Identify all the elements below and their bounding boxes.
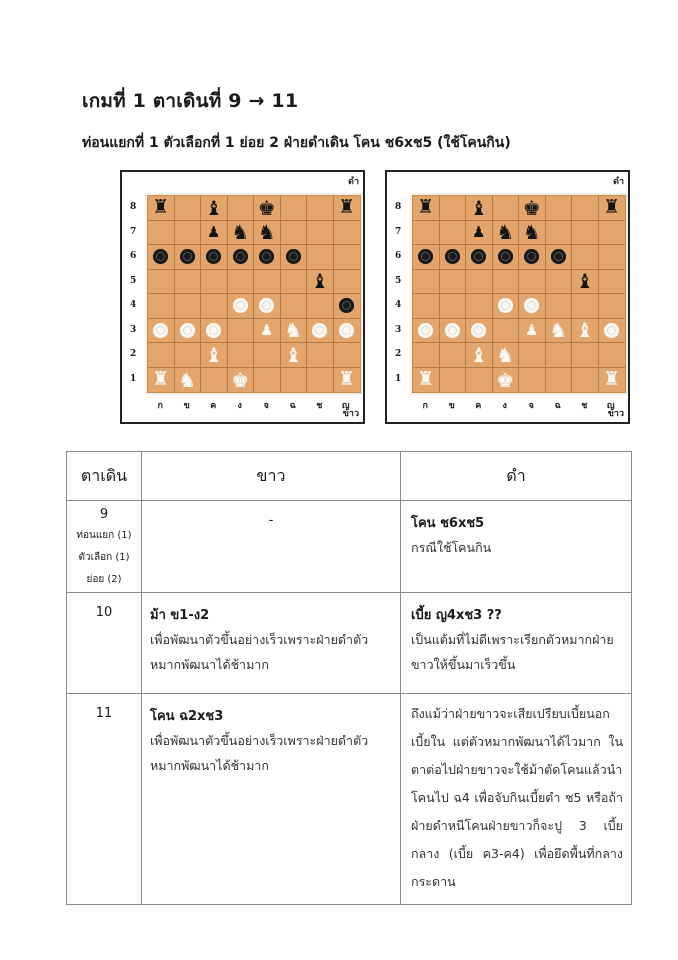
chess-board-after xyxy=(385,170,630,424)
board-square xyxy=(572,196,599,221)
chess-board-before xyxy=(120,170,365,424)
board-square xyxy=(148,343,175,368)
board-square xyxy=(334,319,361,344)
white-king-icon: ♚ xyxy=(231,367,250,392)
board-square xyxy=(413,368,440,393)
board-square xyxy=(440,319,467,344)
board-square xyxy=(175,368,202,393)
board-square xyxy=(281,270,308,295)
board-square xyxy=(307,343,334,368)
board-square xyxy=(148,196,175,221)
board-square xyxy=(572,245,599,270)
rank-label: 4 xyxy=(395,300,402,311)
rank-label: 8 xyxy=(395,202,402,213)
board-square xyxy=(148,319,175,344)
board-square xyxy=(466,294,493,319)
turn-cell xyxy=(67,593,142,694)
board-square xyxy=(493,196,520,221)
turn-number: 9 xyxy=(99,507,109,522)
rank-label: 1 xyxy=(395,373,402,384)
board-square xyxy=(546,221,573,246)
black-met-icon: ♟ xyxy=(207,222,221,241)
white-pawn-icon xyxy=(339,323,354,338)
table-row xyxy=(67,501,632,593)
section-subtitle: ท่อนแยกที่ 1 ตัวเลือกที่ 1 ย่อย 2 ฝ่ายดำเดิน โคน ช6xช5 (ใช้โคนกิน) xyxy=(82,135,511,151)
white-move: - xyxy=(268,513,274,528)
white-khon-icon: ♝ xyxy=(469,342,488,367)
turn-number: 11 xyxy=(95,706,113,721)
board-square xyxy=(519,270,546,295)
board-square xyxy=(254,245,281,270)
board-square xyxy=(466,319,493,344)
file-label: ง xyxy=(237,401,242,411)
board-square xyxy=(493,245,520,270)
file-label: ญ xyxy=(341,401,350,411)
black-note: กรณีใช้โคนกิน xyxy=(411,540,492,555)
black-rook-icon: ♜ xyxy=(152,196,170,219)
rank-labels xyxy=(395,195,401,391)
white-rook-icon: ♜ xyxy=(338,368,356,391)
white-move-cell xyxy=(142,694,401,905)
board-square xyxy=(440,245,467,270)
board-square xyxy=(148,368,175,393)
black-knight-icon: ♞ xyxy=(522,220,541,245)
board-square xyxy=(148,270,175,295)
white-knight-icon: ♞ xyxy=(496,342,515,367)
black-rook-icon: ♜ xyxy=(338,196,356,219)
board-square xyxy=(175,294,202,319)
board-square xyxy=(440,221,467,246)
board-square xyxy=(201,196,228,221)
board-square xyxy=(599,245,626,270)
board-square xyxy=(254,368,281,393)
board-square xyxy=(440,368,467,393)
header-turn: ตาเดิน xyxy=(67,452,142,501)
board-square xyxy=(413,343,440,368)
white-met-icon: ♟ xyxy=(260,320,274,339)
board-square xyxy=(228,270,255,295)
white-pawn-icon xyxy=(445,323,460,338)
board-square xyxy=(148,294,175,319)
board-square xyxy=(175,270,202,295)
board-square xyxy=(281,245,308,270)
rank-label: 4 xyxy=(130,300,137,311)
board-square xyxy=(572,368,599,393)
rank-label: 7 xyxy=(395,226,402,237)
board-square xyxy=(546,270,573,295)
black-rook-icon: ♜ xyxy=(417,196,435,219)
header-white: ขาว xyxy=(142,452,401,501)
board-square xyxy=(440,270,467,295)
black-pawn-icon xyxy=(180,249,195,264)
turn-cell xyxy=(67,694,142,905)
black-move-cell xyxy=(401,501,632,593)
board-square xyxy=(440,343,467,368)
board-square xyxy=(148,221,175,246)
black-pawn-icon xyxy=(445,249,460,264)
board-square xyxy=(493,343,520,368)
board-square xyxy=(519,294,546,319)
black-pawn-icon xyxy=(206,249,221,264)
board-square xyxy=(334,221,361,246)
board-square xyxy=(307,196,334,221)
board-square xyxy=(572,221,599,246)
white-pawn-icon xyxy=(471,323,486,338)
board-square xyxy=(201,221,228,246)
board-square xyxy=(546,343,573,368)
board-square xyxy=(546,319,573,344)
board-square xyxy=(413,294,440,319)
board-square xyxy=(334,368,361,393)
board-square xyxy=(175,196,202,221)
turn-number: 10 xyxy=(95,605,113,620)
board-square xyxy=(228,368,255,393)
file-label: ข xyxy=(183,401,190,411)
white-note: เพื่อพัฒนาตัวขึ้นอย่างเร็วเพราะฝ่ายดำตัวหมากพัฒนาได้ช้ามาก xyxy=(150,733,369,773)
file-labels xyxy=(412,398,624,412)
board-square xyxy=(307,245,334,270)
white-king-icon: ♚ xyxy=(496,367,515,392)
board-square xyxy=(413,319,440,344)
board-square xyxy=(281,343,308,368)
black-pawn-icon xyxy=(259,249,274,264)
board-square xyxy=(281,294,308,319)
board-square xyxy=(175,221,202,246)
file-label: ช xyxy=(316,401,323,411)
board-square xyxy=(228,221,255,246)
black-side-label: ดำ xyxy=(348,177,359,187)
white-rook-icon: ♜ xyxy=(417,368,435,391)
black-pawn-icon xyxy=(471,249,486,264)
white-pawn-icon xyxy=(259,298,274,313)
white-move-cell xyxy=(142,501,401,593)
board-square xyxy=(466,270,493,295)
board-square xyxy=(228,245,255,270)
board-square xyxy=(546,294,573,319)
turn-option: ตัวเลือก (1) xyxy=(78,552,130,563)
board-square xyxy=(599,319,626,344)
white-side-label: ขาว xyxy=(607,409,624,419)
board-square xyxy=(599,270,626,295)
white-pawn-icon xyxy=(153,323,168,338)
board-square xyxy=(546,245,573,270)
white-pawn-icon xyxy=(498,298,513,313)
file-label: ฉ xyxy=(554,401,561,411)
rank-label: 2 xyxy=(130,349,137,360)
file-label: จ xyxy=(263,401,269,411)
board-square xyxy=(281,368,308,393)
board-square xyxy=(413,270,440,295)
board-square xyxy=(201,245,228,270)
board-square xyxy=(519,245,546,270)
white-move-cell xyxy=(142,593,401,694)
white-khon-icon: ♝ xyxy=(284,342,303,367)
board-square xyxy=(493,368,520,393)
board-square xyxy=(466,343,493,368)
black-pawn-icon xyxy=(524,249,539,264)
turn-sub-option: ย่อย (2) xyxy=(86,574,122,585)
rank-label: 6 xyxy=(130,251,137,262)
white-pawn-icon xyxy=(180,323,195,338)
board-square xyxy=(201,294,228,319)
header-black: ดำ xyxy=(401,452,632,501)
board-square xyxy=(228,319,255,344)
file-label: ข xyxy=(448,401,455,411)
white-knight-icon: ♞ xyxy=(284,318,303,343)
board-square xyxy=(599,343,626,368)
file-labels xyxy=(147,398,359,412)
rank-label: 3 xyxy=(130,324,137,335)
board-square xyxy=(572,319,599,344)
black-pawn-icon xyxy=(551,249,566,264)
black-rook-icon: ♜ xyxy=(603,196,621,219)
board-square xyxy=(307,270,334,295)
white-khon-icon: ♝ xyxy=(204,342,223,367)
white-move: โคน ฉ2xช3 xyxy=(150,709,224,724)
black-khon-icon: ♝ xyxy=(469,195,488,220)
white-pawn-icon xyxy=(524,298,539,313)
rank-label: 1 xyxy=(130,373,137,384)
board-square xyxy=(307,221,334,246)
board-square xyxy=(175,245,202,270)
black-pawn-icon xyxy=(418,249,433,264)
black-move-cell xyxy=(401,694,632,905)
board-square xyxy=(334,294,361,319)
board-square xyxy=(307,368,334,393)
board-square xyxy=(493,319,520,344)
board-square xyxy=(281,196,308,221)
board-square xyxy=(201,343,228,368)
black-move: โคน ช6xช5 xyxy=(411,516,485,531)
white-khon-icon: ♝ xyxy=(575,318,594,343)
board-square xyxy=(254,221,281,246)
board-square xyxy=(254,270,281,295)
table-row xyxy=(67,694,632,905)
black-met-icon: ♟ xyxy=(472,222,486,241)
board-square xyxy=(307,319,334,344)
white-knight-icon: ♞ xyxy=(178,367,197,392)
black-khon-icon: ♝ xyxy=(575,269,594,294)
white-side-label: ขาว xyxy=(342,409,359,419)
board-square xyxy=(599,294,626,319)
board-square xyxy=(599,196,626,221)
turn-cell xyxy=(67,501,142,593)
board-square xyxy=(228,343,255,368)
black-pawn-icon xyxy=(286,249,301,264)
board-square xyxy=(307,294,334,319)
rank-label: 8 xyxy=(130,202,137,213)
board-square xyxy=(254,294,281,319)
board-square xyxy=(519,343,546,368)
board-square xyxy=(572,343,599,368)
board-square xyxy=(334,245,361,270)
board-square xyxy=(519,221,546,246)
white-move: ม้า ข1-ง2 xyxy=(150,608,210,623)
board-square xyxy=(334,270,361,295)
file-label: ก xyxy=(157,401,163,411)
black-king-icon: ♚ xyxy=(522,195,541,220)
white-note: เพื่อพัฒนาตัวขึ้นอย่างเร็วเพราะฝ่ายดำตัวหมากพัฒนาได้ช้ามาก xyxy=(150,632,369,672)
board-square xyxy=(413,221,440,246)
board-square xyxy=(599,368,626,393)
rank-labels xyxy=(130,195,136,391)
black-side-label: ดำ xyxy=(613,177,624,187)
file-label: ง xyxy=(502,401,507,411)
board-grid xyxy=(147,195,361,393)
file-label: ฉ xyxy=(289,401,296,411)
rank-label: 7 xyxy=(130,226,137,237)
white-met-icon: ♟ xyxy=(525,320,539,339)
board-square xyxy=(413,196,440,221)
board-square xyxy=(572,294,599,319)
board-square xyxy=(334,343,361,368)
page-title: เกมที่ 1 ตาเดินที่ 9 → 11 xyxy=(82,90,299,112)
white-rook-icon: ♜ xyxy=(152,368,170,391)
rank-label: 6 xyxy=(395,251,402,262)
board-square xyxy=(175,319,202,344)
board-square xyxy=(519,368,546,393)
black-note: เป็นแต้มที่ไม่ดีเพราะเรียกตัวหมากฝ่ายขาวให้ขึ้นมาเร็วขึ้น xyxy=(411,632,614,672)
file-label: ก xyxy=(422,401,428,411)
white-knight-icon: ♞ xyxy=(549,318,568,343)
board-square xyxy=(493,270,520,295)
board-square xyxy=(493,221,520,246)
rank-label: 5 xyxy=(395,275,402,286)
black-note: ถึงแม้ว่าฝ่ายขาวจะเสียเปรียบเบี้ยนอกเบี้ยใน แต่ตัวหมากพัฒนาได้ไวมาก ในตาต่อไปฝ่ายขาวจะใช้ม้าตัดโคนแล้วนำโคนไป ฉ4 เพื่อจับกินเบี้ยดำ ช5 หรือถ้าฝ่ายดำหนีโคนฝ่ายขาวก็จะปู 3 เบี้ยกลาง (เบี้ย ค3-ค4) เพื่อยึดพื้นที่กลางกระดาน xyxy=(411,706,623,889)
board-square xyxy=(201,368,228,393)
rank-label: 3 xyxy=(395,324,402,335)
board-square xyxy=(228,294,255,319)
file-label: จ xyxy=(528,401,534,411)
board-square xyxy=(466,368,493,393)
table-header-row xyxy=(67,452,632,501)
white-pawn-icon xyxy=(312,323,327,338)
turn-branch: ท่อนแยก (1) xyxy=(76,530,132,541)
black-move: เบี้ย ญ4xช3 ?? xyxy=(411,608,502,623)
board-square xyxy=(599,221,626,246)
black-pawn-icon xyxy=(339,298,354,313)
rank-label: 5 xyxy=(130,275,137,286)
board-square xyxy=(201,270,228,295)
board-square xyxy=(201,319,228,344)
board-square xyxy=(546,368,573,393)
board-square xyxy=(254,319,281,344)
black-king-icon: ♚ xyxy=(257,195,276,220)
rank-label: 2 xyxy=(395,349,402,360)
board-square xyxy=(466,245,493,270)
black-knight-icon: ♞ xyxy=(257,220,276,245)
board-grid xyxy=(412,195,626,393)
black-pawn-icon xyxy=(498,249,513,264)
black-knight-icon: ♞ xyxy=(496,220,515,245)
moves-table xyxy=(66,451,632,905)
board-square xyxy=(334,196,361,221)
white-pawn-icon xyxy=(418,323,433,338)
board-square xyxy=(254,343,281,368)
black-knight-icon: ♞ xyxy=(231,220,250,245)
file-label: ญ xyxy=(606,401,615,411)
board-square xyxy=(466,221,493,246)
board-square xyxy=(493,294,520,319)
black-pawn-icon xyxy=(153,249,168,264)
white-pawn-icon xyxy=(604,323,619,338)
black-move-cell xyxy=(401,593,632,694)
board-square xyxy=(175,343,202,368)
board-square xyxy=(254,196,281,221)
white-pawn-icon xyxy=(206,323,221,338)
board-square xyxy=(519,319,546,344)
white-rook-icon: ♜ xyxy=(603,368,621,391)
board-square xyxy=(413,245,440,270)
board-square xyxy=(440,294,467,319)
file-label: ค xyxy=(210,401,217,411)
board-square xyxy=(466,196,493,221)
black-pawn-icon xyxy=(233,249,248,264)
file-label: ช xyxy=(581,401,588,411)
board-square xyxy=(228,196,255,221)
black-khon-icon: ♝ xyxy=(310,269,329,294)
black-khon-icon: ♝ xyxy=(204,195,223,220)
board-square xyxy=(572,270,599,295)
file-label: ค xyxy=(475,401,482,411)
board-square xyxy=(281,319,308,344)
board-square xyxy=(281,221,308,246)
board-square xyxy=(440,196,467,221)
board-square xyxy=(519,196,546,221)
board-square xyxy=(546,196,573,221)
white-pawn-icon xyxy=(233,298,248,313)
table-row xyxy=(67,593,632,694)
board-square xyxy=(148,245,175,270)
